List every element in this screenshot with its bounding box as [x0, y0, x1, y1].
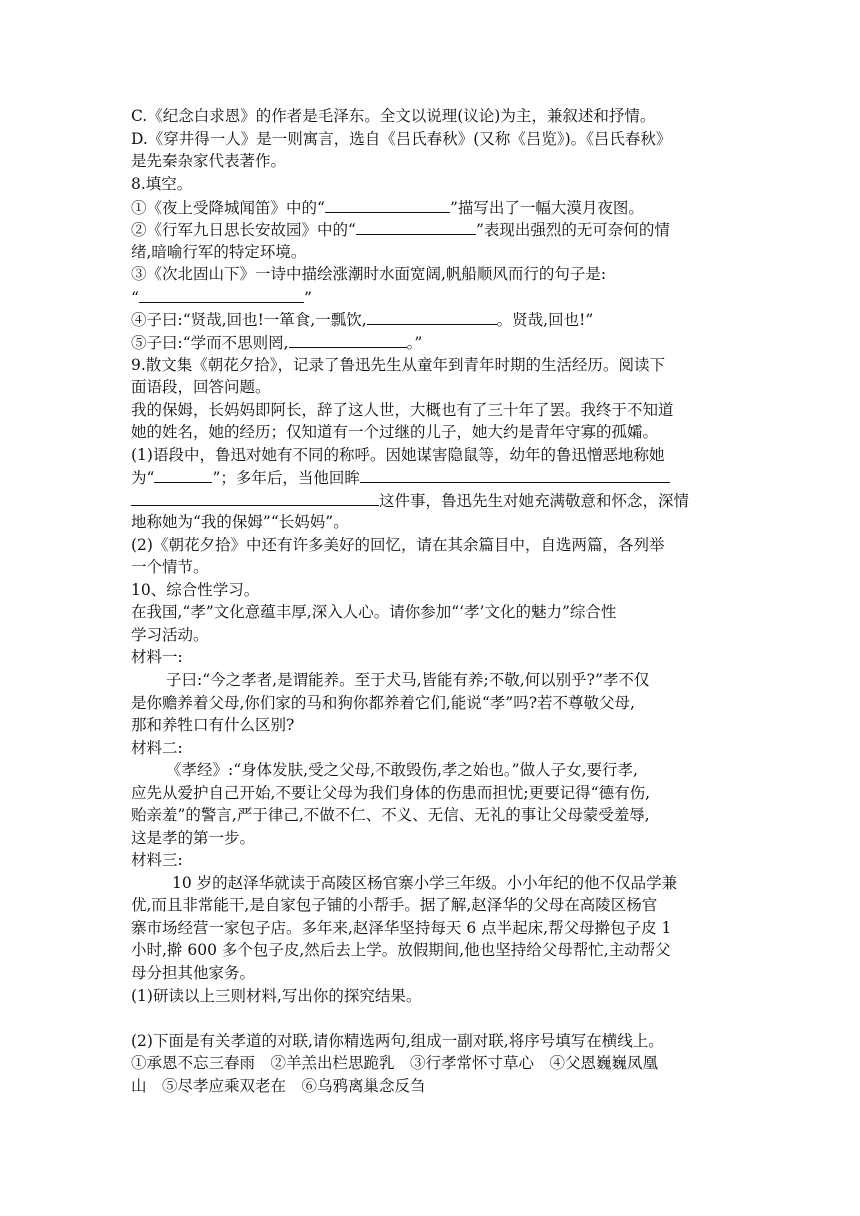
q10-sub-1: (1)研读以上三则材料,写出你的探究结果。	[131, 987, 422, 1005]
answer-blank[interactable]	[367, 308, 497, 325]
q9-passage-cont: 她的姓名，她的经历；仅知道有一个过继的儿子，她大约是青年守寡的孤孀。	[131, 423, 659, 441]
q9-sub-1: (1)语段中，鲁迅对她有不同的称呼。因她谋害隐鼠等，幼年的鲁迅憎恶地称她	[131, 446, 665, 464]
q8-item-2-cont: 绪,暗喻行军的特定环境。	[131, 243, 307, 261]
q10-sub-2: (2)下面是有关孝道的对联,请你精选两句,组成一副对联,将序号填写在横线上。	[131, 1032, 664, 1050]
q9-sub-1-line3: 这件事，鲁迅先生对她充满敬意和怀念，深情	[131, 489, 689, 512]
question-9-title: 9.散文集《朝花夕拾》，记录了鲁迅先生从童年到青年时期的生活经历。阅读下	[131, 356, 666, 374]
q9-sub-2-cont: 一个情节。	[131, 558, 209, 576]
q9-sub-2: (2)《朝花夕拾》中还有许多美好的回忆，请在其余篇目中，自选两篇，各列举	[131, 536, 665, 554]
option-c: C.《纪念白求恩》的作者是毛泽东。全文以说理(议论)为主，兼叙述和抒情。	[131, 107, 656, 125]
material-3-text-cont2: 寨市场经营一家包子店。多年来,赵泽华坚持每天 6 点半起床,帮父母擀包子皮 1	[131, 919, 672, 937]
q8-item-3-blank-line: “ ”	[131, 286, 312, 309]
q10-intro: 在我国,“孝”文化意蕴丰厚,深入人心。请你参加“‘孝’文化的魅力”综合性	[131, 603, 617, 621]
material-1-text-end: 那和养牲口有什么区别?	[131, 716, 295, 734]
material-3-heading: 材料三:	[131, 851, 183, 869]
q8-item-1: ①《夜上受降城闻笛》中的“ ”描写出了一幅大漠月夜图。	[131, 196, 644, 219]
material-1-heading: 材料一:	[131, 648, 183, 666]
answer-blank[interactable]	[131, 489, 379, 506]
couplet-options-cont: 山 ⑤尽孝应乘双老在 ⑥乌鸦离巢念反刍	[131, 1077, 426, 1095]
answer-blank[interactable]	[325, 196, 450, 213]
q8-item-5: ⑤子曰:“学而不思则罔, 。”	[131, 331, 422, 354]
q8-item-4: ④子曰:“贤哉,回也!一箪食,一瓢饮, 。贤哉,回也!”	[131, 308, 593, 331]
material-3-text: 10 岁的赵泽华就读于高陵区杨官寨小学三年级。小小年纪的他不仅品学兼	[172, 874, 678, 892]
answer-blank[interactable]	[139, 286, 304, 303]
question-9-title-cont: 面语段，回答问题。	[131, 378, 271, 396]
material-1-text-cont: 是你赡养着父母,你们家的马和狗你都养着它们,能说“孝”吗?若不尊敬父母,	[131, 694, 635, 712]
answer-blank[interactable]	[154, 466, 212, 483]
q9-sub-1-line2: 为“ ”；多年后，当他回眸	[131, 466, 670, 489]
answer-blank[interactable]	[360, 466, 670, 483]
question-10-title: 10、综合性学习。	[131, 581, 260, 599]
answer-blank[interactable]	[356, 218, 476, 235]
material-2-text-cont: 应先从爱护自己开始,不要让父母为我们身体的伤患而担忧;更要记得“德有伤,	[131, 784, 651, 802]
material-3-text-cont3: 小时,擀 600 多个包子皮,然后去上学。放假期间,他也坚持给父母帮忙,主动帮父	[131, 941, 671, 959]
option-d-cont: 是先秦杂家代表著作。	[131, 152, 287, 170]
material-3-text-cont: 优,而且非常能干,是自家包子铺的小帮手。据了解,赵泽华的父母在高陵区杨官	[131, 896, 658, 914]
q10-intro-cont: 学习活动。	[131, 626, 209, 644]
q8-item-2: ②《行军九日思长安故园》中的“ ”表现出强烈的无可奈何的情	[131, 218, 670, 241]
couplet-options: ①承恩不忘三春雨 ②羊羔出栏思跪乳 ③行孝常怀寸草心 ④父恩巍巍凤凰	[131, 1054, 659, 1072]
material-1-text: 子曰:“今之孝者,是谓能养。至于犬马,皆能有养;不敬,何以别乎?”孝不仅	[166, 671, 650, 689]
q9-passage: 我的保姆，长妈妈即阿长，辞了这人世，大概也有了三十年了罢。我终于不知道	[131, 401, 674, 419]
material-2-text-cont2: 贻亲羞”的警言,严于律己,不做不仁、不义、无信、无礼的事让父母蒙受羞辱,	[131, 806, 650, 824]
material-2-text-end: 这是孝的第一步。	[131, 829, 256, 847]
material-2-text: 《孝经》:“身体发肤,受之父母,不敢毁伤,孝之始也。”做人子女,要行孝,	[166, 761, 638, 779]
material-3-text-end: 母分担其他家务。	[131, 964, 256, 982]
question-8-title: 8.填空。	[131, 175, 193, 193]
option-d: D.《穿井得一人》是一则寓言，选自《吕氏春秋》(又称《吕览》)。《吕氏春秋》	[131, 130, 672, 148]
answer-blank[interactable]	[289, 331, 407, 348]
q9-sub-1-line4: 地称她为“我的保姆”“长妈妈”。	[131, 513, 349, 531]
q8-item-3: ③《次北固山下》一诗中描绘涨潮时水面宽阔,帆船顺风而行的句子是:	[131, 265, 607, 283]
material-2-heading: 材料二:	[131, 739, 183, 757]
